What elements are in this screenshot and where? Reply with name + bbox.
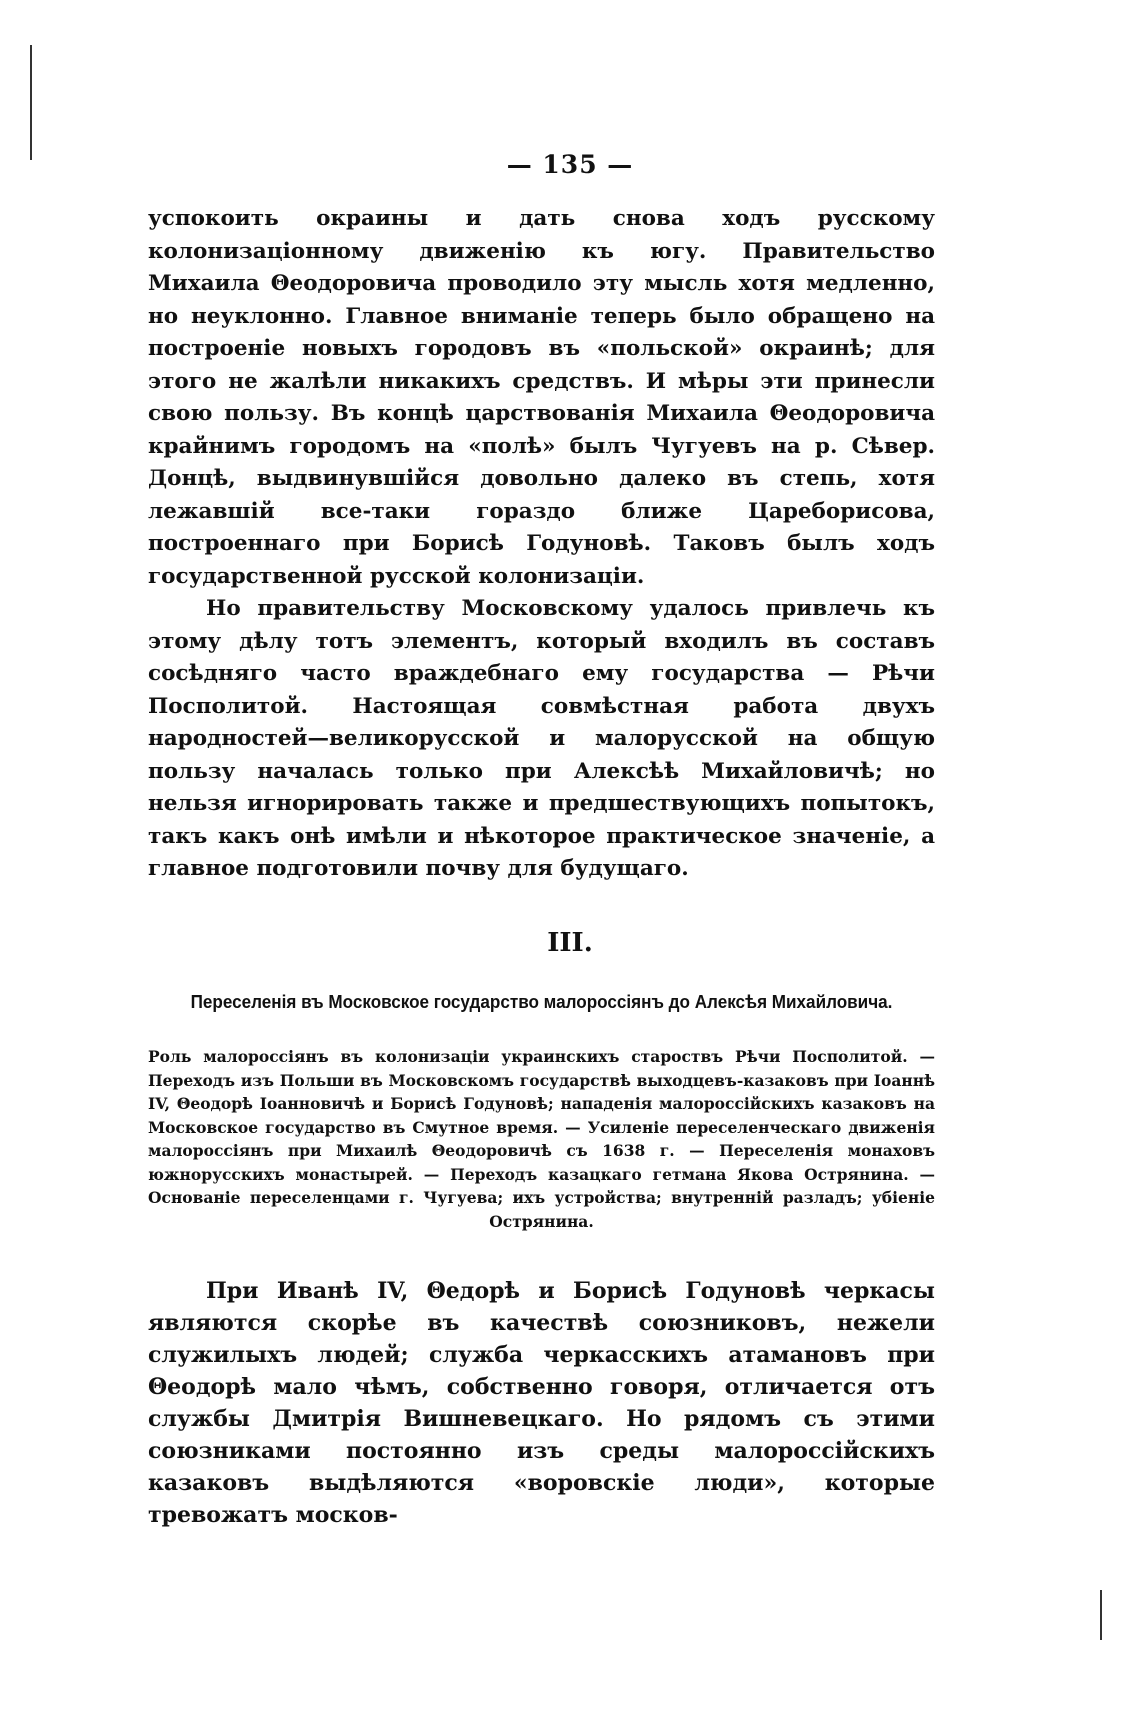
body-text-bottom [148,1275,935,1531]
paragraph: При Иванѣ IV, Θедорѣ и Борисѣ Годуновѣ черкасы являются скорѣе въ качествѣ союзниковъ, нежели служилыхъ людей; служба черкасскихъ атамановъ при Θеодорѣ мало чѣмъ, собственно говоря, отличается отъ службы Дмитрія Вишневецкаго. Но рядомъ съ этими союзниками постоянно изъ среды малороссійскихъ казаковъ выдѣляются «воровскіе люди», которые тревожатъ москов- [148,1278,935,1528]
section-number: III. [547,928,593,958]
paragraph: успокоить окраины и дать снова ходъ русскому колонизаціонному движенію къ югу. Правительство Михаила Θеодоровича проводило эту мысль хотя медленно, но неуклонно. Главное вниманіе теперь было обращено на построеніе новыхъ городовъ въ «польской» окраинѣ; для этого не жалѣли никакихъ средствъ. И мѣры эти принесли свою пользу. Въ концѣ царствованія Михаила Θеодоровича крайнимъ городомъ на «полѣ» былъ Чугуевъ на р. Сѣвер. Донцѣ, выдвинувшійся довольно далеко въ степь, хотя лежавшій все-таки гораздо ближе Цареборисова, построеннаго при Борисѣ Годуновѣ. Таковъ былъ ходъ государственной русской колонизаціи. [148,206,935,589]
scan-edge-mark [30,45,32,160]
section-summary: Роль малороссіянъ въ колонизаціи украинскихъ староствъ Рѣчи Посполитой. — Переходъ изъ Польши въ Московскомъ государствѣ выходцевъ-казаковъ при Іоаннѣ IV, Θеодорѣ Іоанновичѣ и Борисѣ Годуновѣ; нападенія малороссійскихъ казаковъ на Московское государство въ Смутное время. — Усиленіе переселенческаго движенія малороссіянъ при Михаилѣ Θеодоровичѣ съ 1638 г. — Переселенія монаховъ южнорусскихъ монастырей. — Переходъ казацкаго гетмана Якова Острянина. — Основаніе переселенцами г. Чугуева; ихъ устройства; внутренній разладъ; убіеніе Острянина. [148,1047,935,1231]
section-title: Переселенія въ Московское государство малороссіянъ до Алексѣя Михайловича. [190,992,893,1012]
body-text-top [148,203,935,886]
scan-edge-mark [1100,1590,1102,1640]
paragraph: Но правительству Московскому удалось привлечь къ этому дѣлу тотъ элементъ, который входилъ въ составъ сосѣдняго часто враждебнаго ему государства — Рѣчи Посполитой. Настоящая совмѣстная работа двухъ народностей—великорусской и малорусской на общую пользу началась только при Алексѣѣ Михайловичѣ; но нельзя игнорировать также и предшествующихъ попытокъ, такъ какъ онѣ имѣли и нѣкоторое практическое значеніе, а главное подготовили почву для будущаго. [148,596,935,881]
page-number: — 135 — [506,150,634,179]
